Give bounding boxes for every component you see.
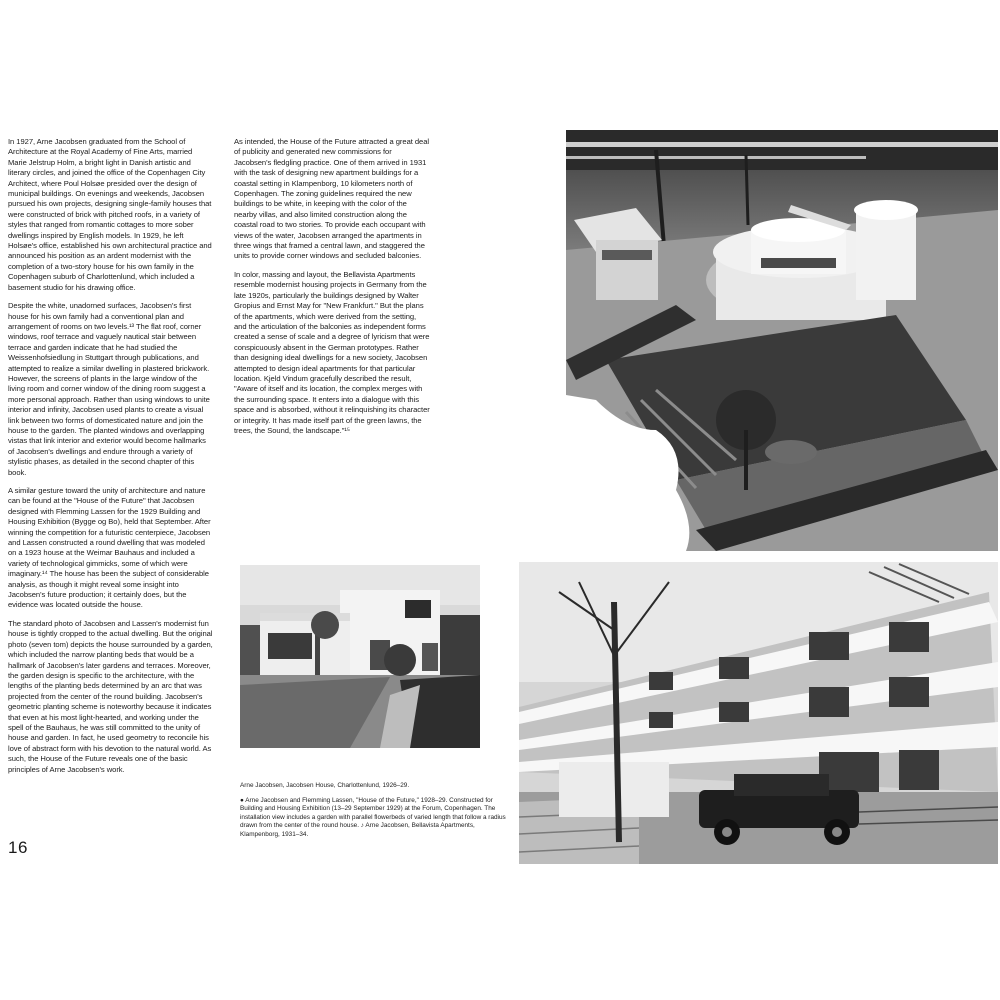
photo-house-of-the-future: [566, 130, 998, 551]
paragraph: The standard photo of Jacobsen and Lassen's modernist fun house is tightly cropped to the actual dwelling. But the original photo (seven tom) depicts the house surrounded by a garden, which included the narrow planting beds that would be a hallmark of Jacobsen's later gardens and terraces. Moreover, the garden design is specific to the architecture, with the lengths of the planting beds determined by an arc that was projected from the center of the round building. Jacobsen's geometric planting scheme is noteworthy because it indicates that even at his most light-hearted, and working under the spell of the Bauhaus, he was still committed to the unity of house and garden. In fact, he used geometry to reconcile his love of abstract form with his devotion to the natural world. As such, the House of the Future reveals one of the basic principles of Arne Jacobsen's work.: [8, 618, 213, 774]
paragraph: As intended, the House of the Future attracted a great deal of publicity and generated new commissions for Jacobsen's fledgling practice. One of them arrived in 1931 with the task of designing new apartment buildings for a coastal setting in Klampenborg, 10 kilometers north of Copenhagen. The zoning guidelines required the new buildings to be white, in keeping with the color of the nearby villas, and also limited construction along the coastal road to two stories. To provide each occupant with views of the water, Jacobsen arranged the apartments in three wings that framed a central lawn, and staggered the units to provide corner windows and secluded balconies.: [234, 137, 430, 261]
paragraph: A similar gesture toward the unity of architecture and nature can be found at the "House of the Future" that Jacobsen designed with Flemming Lassen for the 1929 Building and Housing Exhibition (Bygge og Bo), held that September. After winning the competition for a futuristic centerpiece, Jacobsen and Lassen constructed a round dwelling that was modeled on a 1923 house at the Weimar Bauhaus and included a variety of technological gimmicks, some of which were imaginary.¹⁴ The house has been the subject of considerable analysis, as though it might reveal some insight into Jacobsen's future production; it certainly does, but the evidence was located outside the house.: [8, 486, 211, 610]
page-number: 16: [8, 838, 28, 857]
caption-line: ● Arne Jacobsen and Flemming Lassen, "House of the Future," 1928–29. Constructed for Building and Housing Exhibition (13–29 September 1929) at the Forum, Copenhagen. The installation view includes a garden with parallel flowerbeds of varied length that follow a radius drawn from the center of the round house. ♪ Arne Jacobsen, Bellavista Apartments, Klampenborg, 1931–34.: [240, 796, 506, 838]
text-column-left: [8, 137, 213, 783]
paragraph: In color, massing and layout, the Bellavista Apartments resemble modernist housing projects in Germany from the late 1920s, particularly the buildings designed by Walter Gropius and Ernst May for "New Frankfurt." But the plans of the apartments, which were derived from the setting, and the articulation of the balconies as independent forms created a sense of scale and a degree of lyricism that were conspicuously absent in the German prototypes. Rather than designing ideal dwellings for a new society, Jacobsen attempted to design ideal apartments for that particular location. Kjeld Vindum gracefully described the result, "Aware of itself and its location, the complex merges with the surrounding space. It enters into a dialogue with this space and is absorbed, without it relinquishing its character or integrity. It has made itself part of the green lawns, the trees, the Sound, the landscape."¹⁵: [234, 269, 430, 435]
figure-caption: [240, 782, 512, 846]
caption-line: Arne Jacobsen, Jacobsen House, Charlottenlund, 1926–29.: [240, 782, 410, 789]
paragraph: In 1927, Arne Jacobsen graduated from the School of Architecture at the Royal Academy of Fine Arts, married Marie Jelstrup Holm, a bright light in Danish artistic and literary circles, and joined the office of the Copenhagen City Architect, where Poul Holsøe presided over the design of municipal buildings. On evenings and weekends, Jacobsen pursued his own projects, designing single-family houses that were constructed of brick with pitched roofs, in a variety of styles that ranged from romantic cottages to more sober dwellings inspired by English models. In 1929, he left Holsøe's office, established his own architectural practice and announced his position as an ardent modernist with the completion of a two-story house for his own family in the Copenhagen suburb of Charlottenlund, which included a basement studio for his drawing office.: [8, 137, 212, 292]
photo-bellavista-apartments: [519, 562, 998, 864]
paragraph: Despite the white, unadorned surfaces, Jacobsen's first house for his own family had a conventional plan and arrangement of rooms on two levels.¹³ The flat roof, corner windows, roof terrace and vaguely nautical stair between terrace and garden indicate that he had studied the Weissenhofsiedlung in Stuttgart through publications, and attempted to realize a similar dwelling in plastered brickwork. However, the screens of plants in the large window of the living room and corner window of the dining room suggest a more personal approach. Rather than using windows to unite interior and infinity, Jacobsen used plants to create a visual link between two forms of domesticated nature and join the house to the garden. The planted windows and overlapping vistas that link interior and exterior would become hallmarks of Jacobsen's dwellings and endure through a variety of stylistic phases, as detailed in the second chapter of this book.: [8, 301, 210, 477]
photo-jacobsen-house: [240, 565, 480, 748]
text-column-right: [234, 137, 430, 444]
